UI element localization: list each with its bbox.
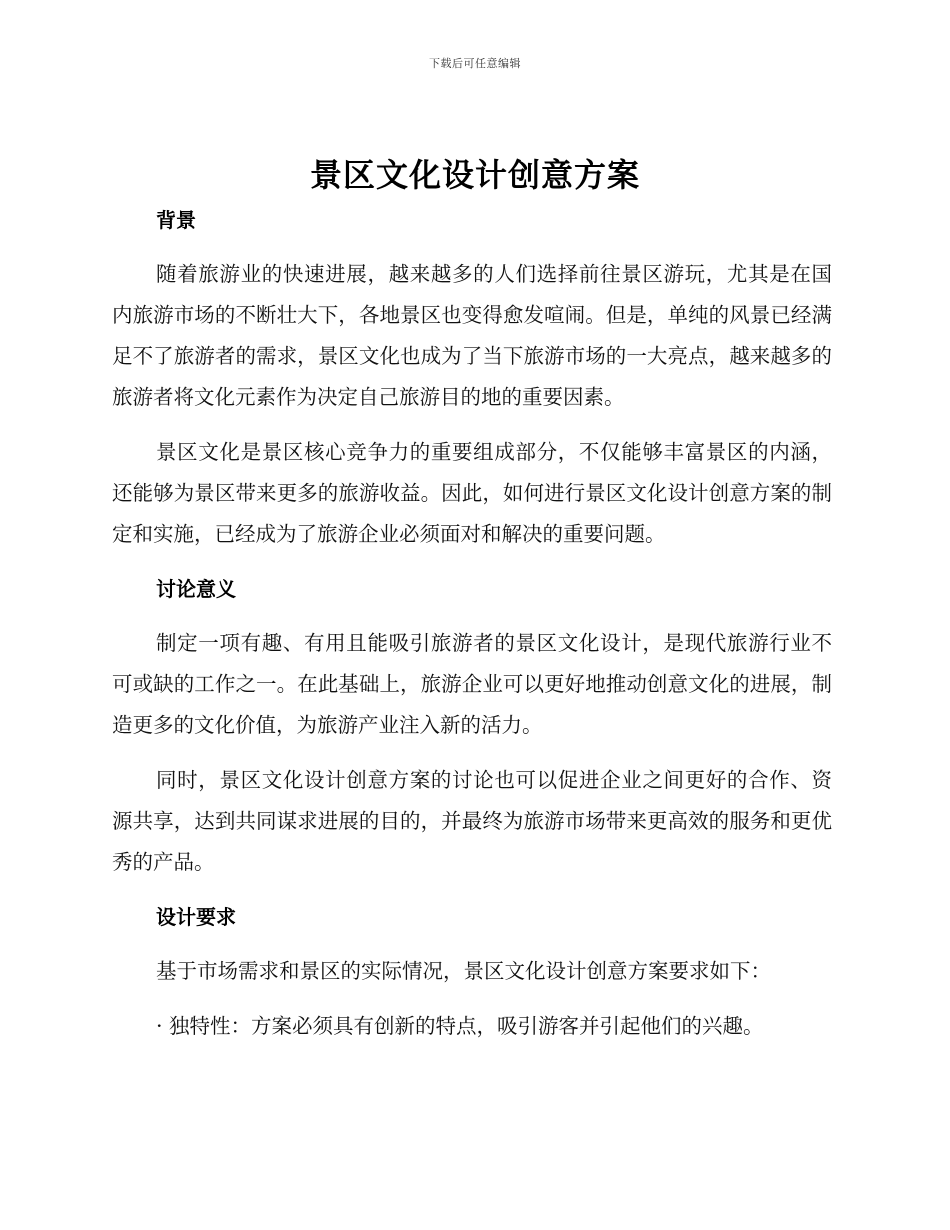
document-title: 景区文化设计创意方案 [309,156,640,194]
section-heading-background: 背景 [156,208,196,232]
paragraph: 基于市场需求和景区的实际情况，景区文化设计创意方案要求如下： [156,959,771,983]
document-body [112,200,832,1047]
bullet-item: · 独特性：方案必须具有创新的特点，吸引游客并引起他们的兴趣。 [156,1014,764,1038]
paragraph: 景区文化是景区核心竞争力的重要组成部分，不仅能够丰富景区的内涵，还能够为景区带来更多的旅游收益。因此，如何进行景区文化设计创意方案的制定和实施，已经成为了旅游企业必须面对和解决的重要问题。 [112,440,832,546]
paragraph: 随着旅游业的快速进展，越来越多的人们选择前往景区游玩，尤其是在国内旅游市场的不断壮大下，各地景区也变得愈发喧闹。但是，单纯的风景已经满足不了旅游者的需求，景区文化也成为了当下旅游市场的一大亮点，越来越多的旅游者将文化元素作为决定自己旅游目的地的重要因素。 [112,262,832,409]
page-header-note: 下载后可任意编辑 [429,57,521,70]
paragraph: 同时，景区文化设计创意方案的讨论也可以促进企业之间更好的合作、资源共享，达到共同谋求进展的目的，并最终为旅游市场带来更高效的服务和更优秀的产品。 [112,768,832,874]
paragraph: 制定一项有趣、有用且能吸引旅游者的景区文化设计，是现代旅游行业不可或缺的工作之一。在此基础上，旅游企业可以更好地推动创意文化的进展，制造更多的文化价值，为旅游产业注入新的活力。 [112,631,832,737]
section-heading-significance: 讨论意义 [156,577,236,601]
section-heading-design-requirements: 设计要求 [156,905,236,929]
